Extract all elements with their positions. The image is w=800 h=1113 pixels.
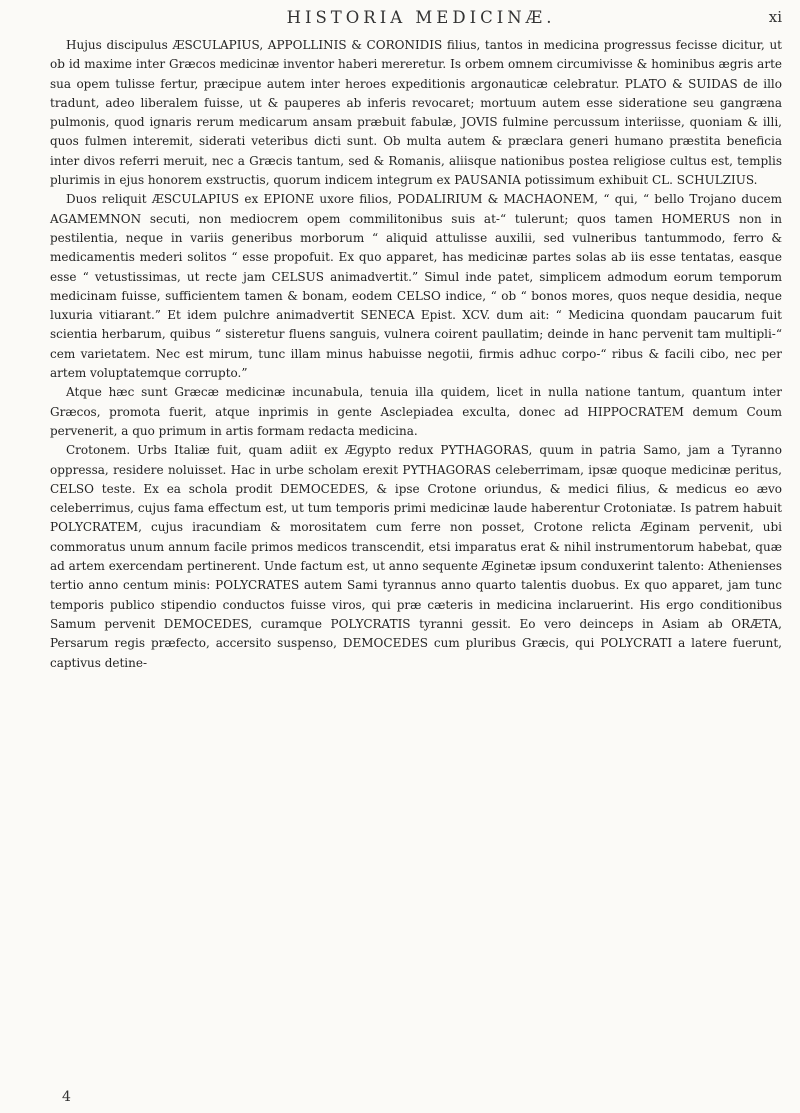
signature-mark: 4 (62, 1089, 71, 1105)
paragraph-sons: Duos reliquit ÆSCULAPIUS ex EPIONE uxore filios, PODALIRIUM & MACHAONEM, “ qui, “ bello Trojano ducem AGAMEMNON secuti, non mediocrem opem commilitonibus suis at-“ tulerunt; quos tamen HOMERUS non in pestilentia, neque in variis generibus morborum “ aliquid attulisse auxilii, sed vulneribus tantummodo, ferro & medicamentis mederi solitos “ esse propofuit. Ex quo apparet, has medicinæ partes solas ab iis esse tentatas, easque esse “ vetustissimas, ut recte jam CELSUS animadvertit.” Simul inde patet, simplicem admodum eorum temporum medicinam fuisse, sufficientem tamen & bonam, eodem CELSO indice, “ ob “ bonos mores, quos neque desidia, neque luxuria vitiarant.” Et idem pulchre animadvertit SENECA Epist. XCV. dum ait: “ Medicina quondam paucarum fuit scientia herbarum, quibus “ sisteretur fluens sanguis, vulnera coirent paullatim; deinde in hanc pervenit tam multipli-“ cem varietatem. Nec est mirum, tunc illam minus habuisse negotii, firmis adhuc corpo-“ ribus & facili cibo, nec per artem voluptatemque corrupto.” (50, 192, 782, 381)
page-header (60, 8, 782, 34)
paragraph-aesculapius: Hujus discipulus ÆSCULAPIUS, APPOLLINIS & CORONIDIS filius, tantos in medicina progressus fecisse dicitur, ut ob id maxime inter Græcos medicinæ inventor haberi mereretur. Is orbem omnem circumivisse & hominibus ægris arte sua opem tulisse fertur, præcipue autem inter heroes expeditionis argonauticæ celebratur. PLATO & SUIDAS de illo tradunt, adeo liberalem fuisse, ut & pauperes ab inferis revocaret; mortuum autem esse sideratione seu gangræna pulmonis, quod ignaris rerum medicarum ansam præbuit fabulæ, JOVIS fulmine percussum interiisse, quoniam & illi, quos fulmen interemit, siderati veteribus dicti sunt. Ob multa autem & præclara generi humano præstita beneficia inter divos referri meruit, nec a Græcis tantum, sed & Romanis, aliisque nationibus postea religiose cultus est, templis plurimis in ejus honorem exstructis, quorum indicem integrum ex PAUSANIA potissimum exhibuit CL. SCHULZIUS. (50, 38, 782, 188)
running-title: HISTORIA MEDICINÆ. (286, 8, 556, 27)
text-body (50, 36, 782, 673)
paragraph-incunabula: Atque hæc sunt Græcæ medicinæ incunabula, tenuia illa quidem, licet in nulla natione tantum, quantum inter Græcos, promota fuerit, atque inprimis in gente Asclepiadea exculta, donec ad HIPPOCRATEM demum Coum pervenerit, a quo primum in artis formam redacta medicina. (50, 385, 782, 438)
page-number: xi (768, 8, 782, 26)
paragraph-crotonem: Crotonem. Urbs Italiæ fuit, quam adiit ex Ægypto redux PYTHAGORAS, quum in patria Samo, jam a Tyranno oppressa, residere noluisset. Hac in urbe scholam erexit PYTHAGORAS celeberrimam, ipsæ quoque medicinæ peritus, CELSO teste. Ex ea schola prodit DEMOCEDES, & ipse Crotone oriundus, & medici filius, & medicus eo ævo celeberrimus, cujus fama effectum est, ut tum temporis primi medicinæ laude haberentur Crotoniatæ. Is patrem habuit POLYCRATEM, cujus iracundiam & morositatem cum ferre non posset, Crotone relicta Æginam pervenit, ubi commoratus unum annum facile primos medicos transcendit, etsi imparatus erat & nihil instrumentorum habebat, quæ ad artem exercendam pertinerent. Unde factum est, ut anno sequente Æginetæ ipsum conduxerint talento: Athenienses tertio anno centum minis: POLYCRATES autem Sami tyrannus anno quarto talentis duobus. Ex quo apparet, jam tunc temporis publico stipendio conductos fuisse viros, qui præ cæteris in medicina inclaruerint. His ergo conditionibus Samum pervenit DEMOCEDES, curamque POLYCRATIS tyranni gessit. Eo vero deinceps in Asiam ab ORÆTA, Persarum regis præfecto, accersito suspenso, DEMOCEDES cum pluribus Græcis, qui POLYCRATI a latere fuerunt, captivus detine- (50, 443, 782, 670)
